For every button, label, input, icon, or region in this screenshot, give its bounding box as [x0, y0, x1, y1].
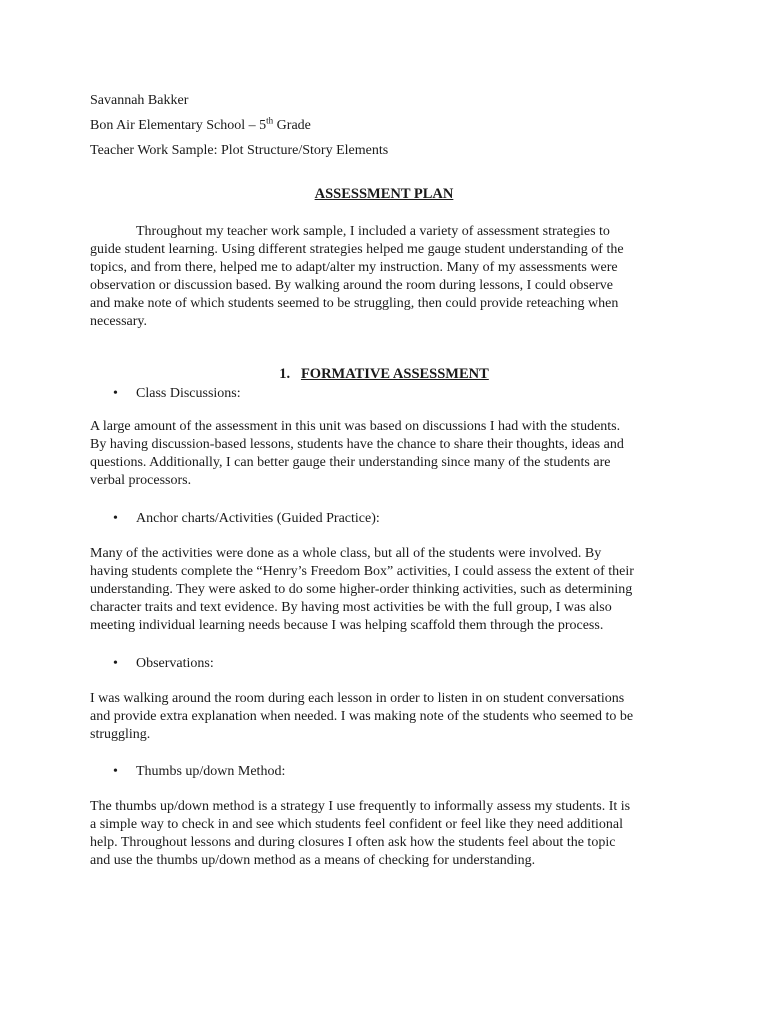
paragraph-line: understanding. They were asked to do some higher-order thinking activities, such as determining: [90, 582, 633, 597]
bullet-label: Class Discussions:: [136, 386, 241, 401]
paragraph-line: A large amount of the assessment in this unit was based on discussions I had with the students.: [90, 419, 621, 434]
paragraph-line: I was walking around the room during each lesson in order to listen in on student conversations: [90, 691, 625, 706]
paragraph-line: guide student learning. Using different strategies helped me gauge student understanding of the: [90, 242, 624, 257]
paragraph-line: having students complete the “Henry’s Freedom Box” activities, I could assess the extent of their: [90, 564, 634, 579]
paragraph-line: The thumbs up/down method is a strategy I use frequently to informally assess my students. It is: [90, 799, 631, 814]
paragraph-line: questions. Additionally, I can better gauge their understanding since many of the students are: [90, 455, 611, 470]
paragraph-line: help. Throughout lessons and during closures I often ask how the students feel about the topic: [90, 835, 616, 850]
bullet-item: [113, 763, 285, 781]
bullet-icon: •: [113, 511, 118, 526]
paragraph-line: and provide extra explanation when needed. I was making note of the students who seemed to be: [90, 709, 634, 724]
paragraph-line: a simple way to check in and see which students feel confident or feel like they need additional: [90, 817, 623, 832]
item-paragraph: [90, 690, 680, 744]
author-name: Savannah Bakker: [90, 93, 189, 108]
section-number: 1.: [279, 366, 291, 382]
section-heading: [0, 366, 768, 383]
school-prefix: Bon Air Elementary School – 5: [90, 118, 267, 133]
paragraph-line: observation or discussion based. By walking around the room during lessons, I could observe: [90, 278, 613, 293]
subject-line: Teacher Work Sample: Plot Structure/Story Elements: [90, 143, 389, 158]
paragraph-line: meeting individual learning needs because I was helping scaffold them through the process.: [90, 618, 604, 633]
paragraph-line: necessary.: [90, 314, 148, 329]
bullet-icon: •: [113, 386, 118, 401]
paragraph-line: By having discussion-based lessons, students have the chance to share their thoughts, ideas and: [90, 437, 624, 452]
paragraph-line: struggling.: [90, 727, 151, 742]
grade-superscript: th: [266, 115, 274, 126]
bullet-item: [113, 655, 214, 673]
paragraph-line: topics, and from there, helped me to adapt/alter my instruction. Many of my assessments were: [90, 260, 618, 275]
page-title: [0, 186, 768, 203]
bullet-item: [113, 385, 241, 403]
school-line: [90, 117, 311, 135]
item-paragraph: [90, 545, 680, 635]
page-title-text: ASSESSMENT PLAN: [314, 186, 454, 202]
paragraph-line: Many of the activities were done as a whole class, but all of the students were involved. By: [90, 546, 602, 561]
intro-paragraph: [90, 223, 680, 331]
section-title: FORMATIVE ASSESSMENT: [300, 366, 489, 382]
bullet-label: Thumbs up/down Method:: [136, 764, 286, 779]
item-paragraph: [90, 418, 680, 490]
bullet-label: Anchor charts/Activities (Guided Practice):: [136, 511, 380, 526]
paragraph-line: verbal processors.: [90, 473, 192, 488]
paragraph-line: and use the thumbs up/down method as a means of checking for understanding.: [90, 853, 536, 868]
school-suffix: Grade: [273, 118, 311, 133]
paragraph-line: and make note of which students seemed to be struggling, then could provide reteaching when: [90, 296, 619, 311]
paragraph-line: Throughout my teacher work sample, I included a variety of assessment strategies to: [136, 224, 610, 239]
bullet-icon: •: [113, 656, 118, 671]
bullet-label: Observations:: [136, 656, 214, 671]
bullet-icon: •: [113, 764, 118, 779]
item-paragraph: [90, 798, 680, 870]
bullet-item: [113, 510, 380, 528]
paragraph-line: character traits and text evidence. By having most activities be with the full group, I was also: [90, 600, 612, 615]
